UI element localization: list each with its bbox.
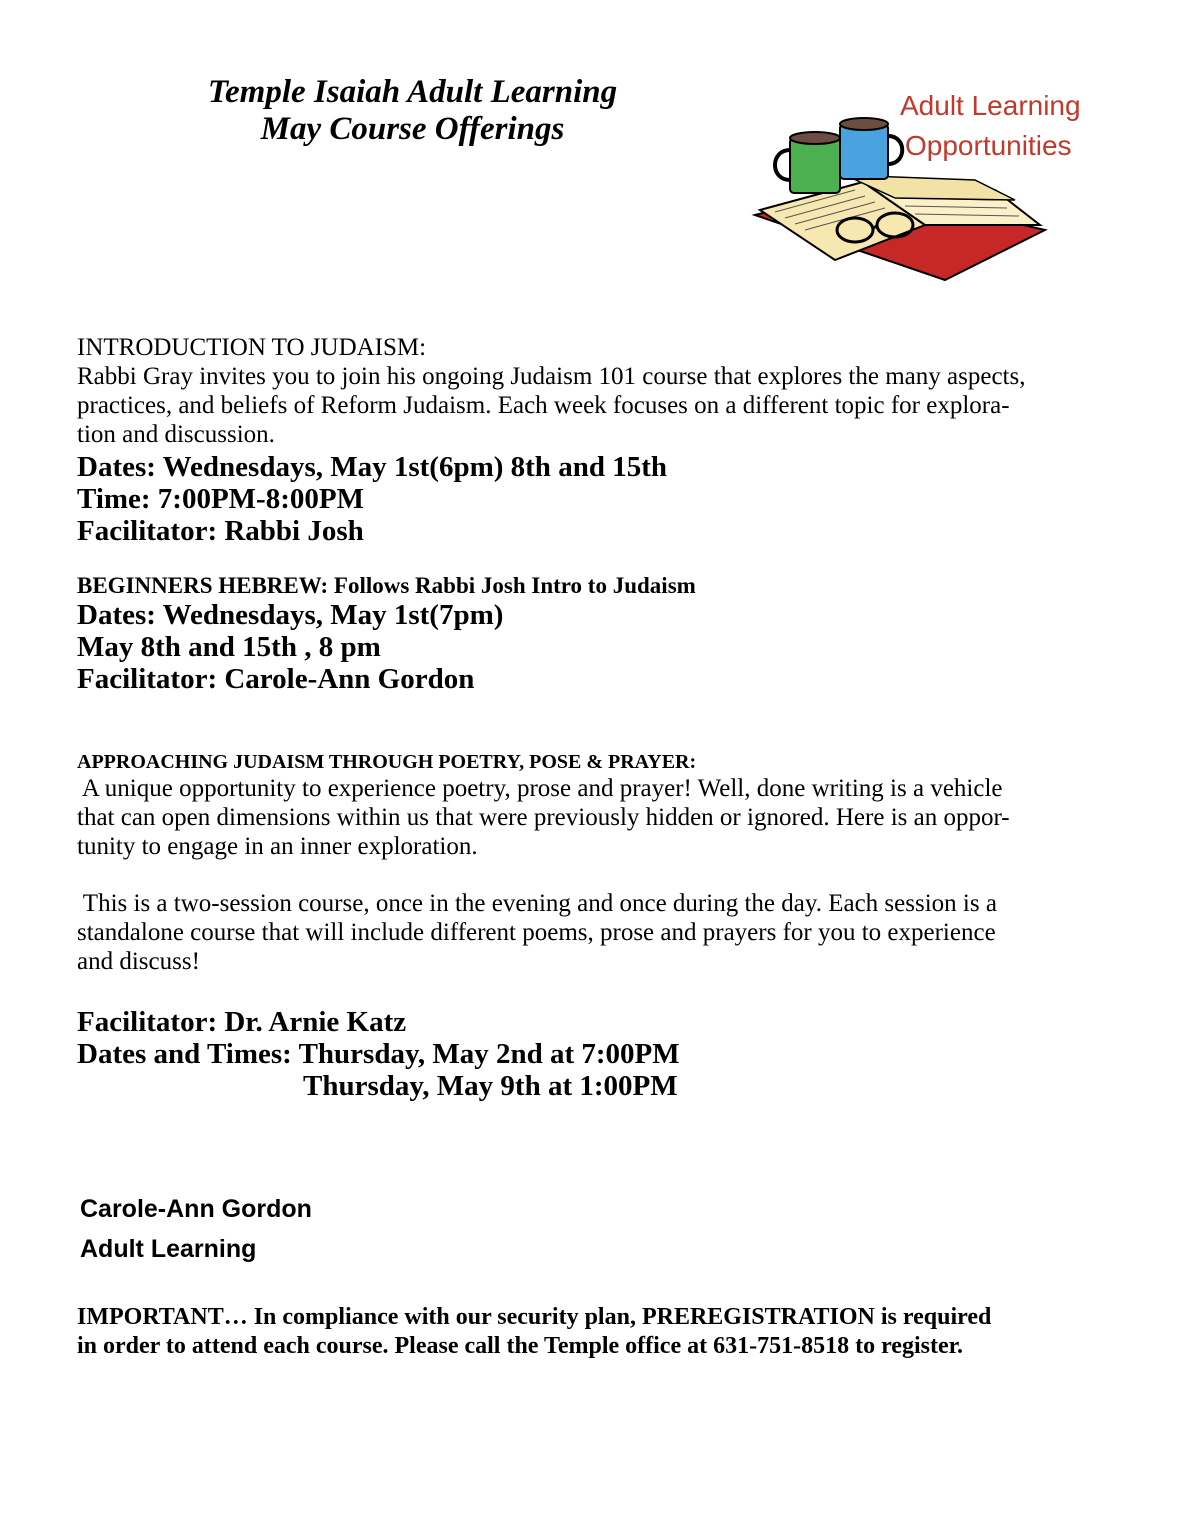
course-dates-times: Dates and Times: Thursday, May 2nd at 7:00PM bbox=[77, 1038, 680, 1070]
course-intro-to-judaism bbox=[77, 333, 1127, 547]
course-dates: Dates: Wednesdays, May 1st(7pm) bbox=[77, 599, 504, 631]
course-dates-times-continued: Thursday, May 9th at 1:00PM bbox=[303, 1070, 678, 1102]
important-notice bbox=[77, 1303, 1137, 1361]
course-facilitator: Facilitator: Carole-Ann Gordon bbox=[77, 663, 475, 695]
blue-mug-icon bbox=[840, 118, 902, 179]
course-time: Time: 7:00PM-8:00PM bbox=[77, 483, 364, 515]
course-description-line: tunity to engage in an inner exploration. bbox=[77, 833, 478, 860]
course-poetry-prose-prayer bbox=[77, 750, 1127, 1102]
signature-role: Adult Learning bbox=[80, 1235, 257, 1263]
course-facilitator: Facilitator: Dr. Arnie Katz bbox=[77, 1006, 407, 1038]
course-description-line: Rabbi Gray invites you to join his ongoing Judaism 101 course that explores the many aspects, bbox=[77, 363, 1026, 390]
notice-line: in order to attend each course. Please call the Temple office at 631-751-8518 to register. bbox=[77, 1333, 964, 1359]
course-heading: INTRODUCTION TO JUDAISM: bbox=[77, 334, 427, 361]
title-line-1: Temple Isaiah Adult Learning bbox=[207, 74, 618, 110]
signature-name: Carole-Ann Gordon bbox=[80, 1195, 312, 1223]
course-facilitator: Facilitator: Rabbi Josh bbox=[77, 515, 364, 547]
course-description-line: A unique opportunity to experience poetry, prose and prayer! Well, done writing is a vehicle bbox=[77, 775, 1003, 802]
signature-block bbox=[80, 1195, 312, 1264]
course-description-line: and discuss! bbox=[77, 948, 200, 975]
logo-text-line-1: Adult Learning bbox=[900, 90, 1081, 121]
course-heading: APPROACHING JUDAISM THROUGH POETRY, POSE & PRAYER: bbox=[77, 751, 697, 773]
course-description-line: that can open dimensions within us that were previously hidden or ignored. Here is an oppor- bbox=[77, 804, 1010, 831]
title-line-2: May Course Offerings bbox=[260, 111, 565, 147]
green-mug-icon bbox=[775, 132, 840, 193]
course-description-line: practices, and beliefs of Reform Judaism. Each week focuses on a different topic for explora- bbox=[77, 392, 1010, 419]
course-description-line: tion and discussion. bbox=[77, 421, 275, 448]
page-title bbox=[150, 74, 675, 148]
logo-text-line-2: Opportunities bbox=[905, 130, 1072, 161]
notice-line: IMPORTANT… In compliance with our security plan, PREREGISTRATION is required bbox=[77, 1304, 992, 1330]
course-description-line: standalone course that will include different poems, prose and prayers for you to experience bbox=[77, 919, 996, 946]
adult-learning-logo bbox=[745, 80, 1105, 295]
course-dates-continued: May 8th and 15th , 8 pm bbox=[77, 631, 381, 663]
course-heading: BEGINNERS HEBREW: Follows Rabbi Josh Intro to Judaism bbox=[77, 573, 696, 598]
course-beginners-hebrew bbox=[77, 572, 1127, 695]
course-dates: Dates: Wednesdays, May 1st(6pm) 8th and 15th bbox=[77, 451, 667, 483]
course-description-line: This is a two-session course, once in the evening and once during the day. Each session is a bbox=[77, 890, 997, 917]
